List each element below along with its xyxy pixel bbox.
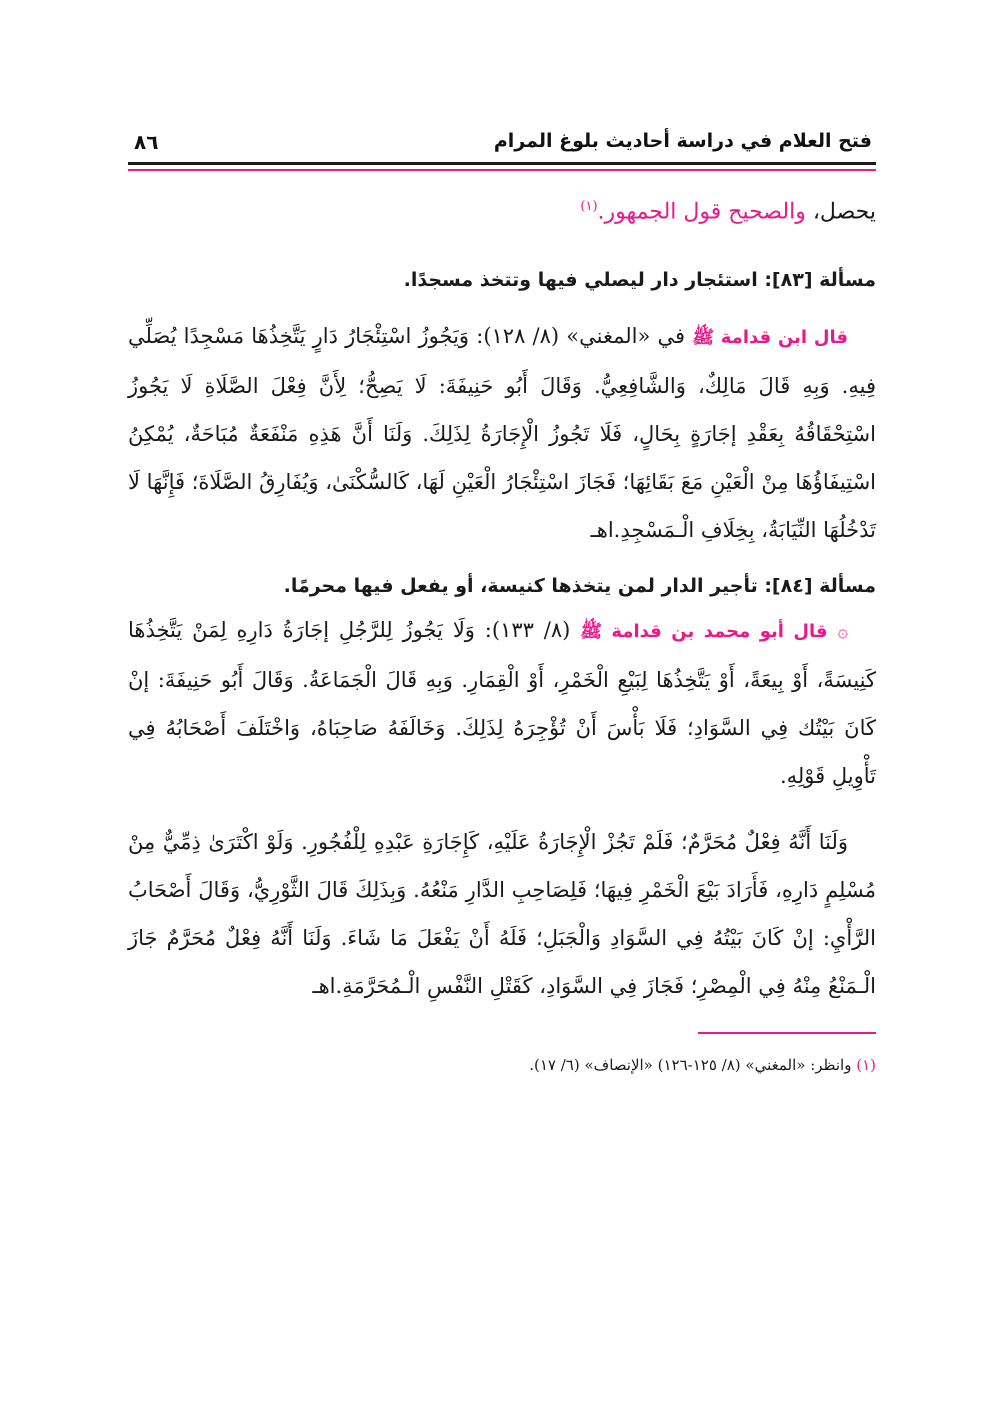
masala-84-heading: مسألة [٨٤]: تأجير الدار لمن يتخذها كنيسة، أو يفعل فيها محرمًا. <box>283 575 876 598</box>
quote-1-speaker: قال ابن قدامة ﷺ <box>692 327 848 349</box>
quote-2-text: (٨/ ١٣٣): وَلَا يَجُوزُ لِلرَّجُلِ إجَارَةُ دَارِهِ لِمَنْ يَتَّخِذُهَا كَنِيسَةً، أَوْ بِيعَةً، أَوْ يَتَّخِذُهَا لِبَيْعِ الْخَمْرِ، أَوْ الْقِمَارِ. وَبِهِ قَالَ الْجَمَاعَةُ. وَقَالَ أَبُو حَنِيفَةَ: إنْ كَانَ بَيْتُك فِي السَّوَادِ؛ فَلَا بَأْسَ أَنْ تُؤْجِرَهُ لِذَلِكَ. وَخَالَفَهُ صَاحِبَاهُ، وَاخْتَلَفَ أَصْحَابُهُ فِي تَأْوِيلِ قَوْلِهِ. <box>128 618 876 789</box>
flower-icon: ۞ <box>837 621 848 643</box>
book-title: فتح العلام في دراسة أحاديث بلوغ المرام <box>493 130 872 152</box>
quote-2 <box>128 606 876 800</box>
running-header <box>128 118 876 162</box>
quote-1-text: في «المغني» (٨/ ١٢٨): وَيَجُوزُ اسْتِئْجَارُ دَارٍ يَتَّخِذُهَا مَسْجِدًا يُصَلِّي فِيهِ. وَبِهِ قَالَ مَالِكٌ، وَالشَّافِعِيُّ. وَقَالَ أَبُو حَنِيفَةَ: لَا يَصِحُّ؛ لِأَنَّ فِعْلَ الصَّلَاةِ لَا يَجُوزُ اسْتِحْقَاقُهُ بِعَقْدِ إجَارَةٍ بِحَالٍ، فَلَا تَجُوزُ الْإِجَارَةُ لِذَلِكَ. وَلَنَا أَنَّ هَذِهِ مَنْفَعَةٌ مُبَاحَةٌ، يُمْكِنُ اسْتِيفَاؤُهَا مِنْ الْعَيْنِ مَعَ بَقَائِهَا؛ فَجَازَ اسْتِئْجَارُ الْعَيْنِ لَهَا، كَالسُّكْنَىٰ، وَيُفَارِقُ الصَّلَاةَ؛ فَإِنَّهَا لَا تَدْخُلُهَا النِّيَابَةُ، بِخِلَافِ الْـمَسْجِدِ.اهـ <box>128 324 876 543</box>
footnote-number: (١) <box>856 1056 876 1075</box>
masala-83-heading: مسألة [٨٣]: استئجار دار ليصلي فيها وتتخذ مسجدًا. <box>403 269 876 292</box>
footnote-ref: (١) <box>580 199 598 214</box>
document-page <box>128 118 876 1368</box>
footnote <box>128 1052 876 1078</box>
footnote-text: وانظر: «المغني» (٨/ ١٢٥-١٢٦) «الإنصاف» (٦/ ١٧). <box>529 1056 852 1075</box>
footnote-rule <box>698 1032 876 1034</box>
page-content <box>128 171 876 1078</box>
intro-line <box>128 185 876 234</box>
intro-highlight: والصحيح قول الجمهور. <box>597 199 806 225</box>
paragraph-3-text: وَلَنَا أَنَّهُ فِعْلٌ مُحَرَّمٌ؛ فَلَمْ تَجُزْ الْإِجَارَةُ عَلَيْهِ، كَإِجَارَةِ عَبْدِهِ لِلْفُجُورِ. وَلَوْ اكْتَرَىٰ ذِمِّيٌّ مِنْ مُسْلِمٍ دَارِهِ، فَأَرَادَ بَيْعَ الْخَمْرِ فِيهَا؛ فَلِصَاحِبِ الدَّارِ مَنْعُهُ. وَبِذَلِكَ قَالَ الثَّوْرِيُّ، وَقَالَ أَصْحَابُ الرَّأْيِ: إنْ كَانَ بَيْتُهُ فِي السَّوَادِ وَالْجَبَلِ؛ فَلَهُ أَنْ يَفْعَلَ مَا شَاءَ. وَلَنَا أَنَّهُ فِعْلٌ مُحَرَّمٌ جَازَ الْـمَنْعُ مِنْهُ فِي الْمِصْرِ؛ فَجَازَ فِي السَّوَادِ، كَقَتْلِ النَّفْسِ الْـمُحَرَّمَةِ.اهـ <box>128 830 876 999</box>
intro-text: يحصل، <box>812 199 876 225</box>
quote-2-speaker: قال أبو محمد بن قدامة ﷺ <box>580 621 828 643</box>
header-rule-black <box>128 162 876 165</box>
paragraph-3 <box>128 818 876 1010</box>
page-number: ٨٦ <box>134 130 159 154</box>
quote-1 <box>128 312 876 554</box>
